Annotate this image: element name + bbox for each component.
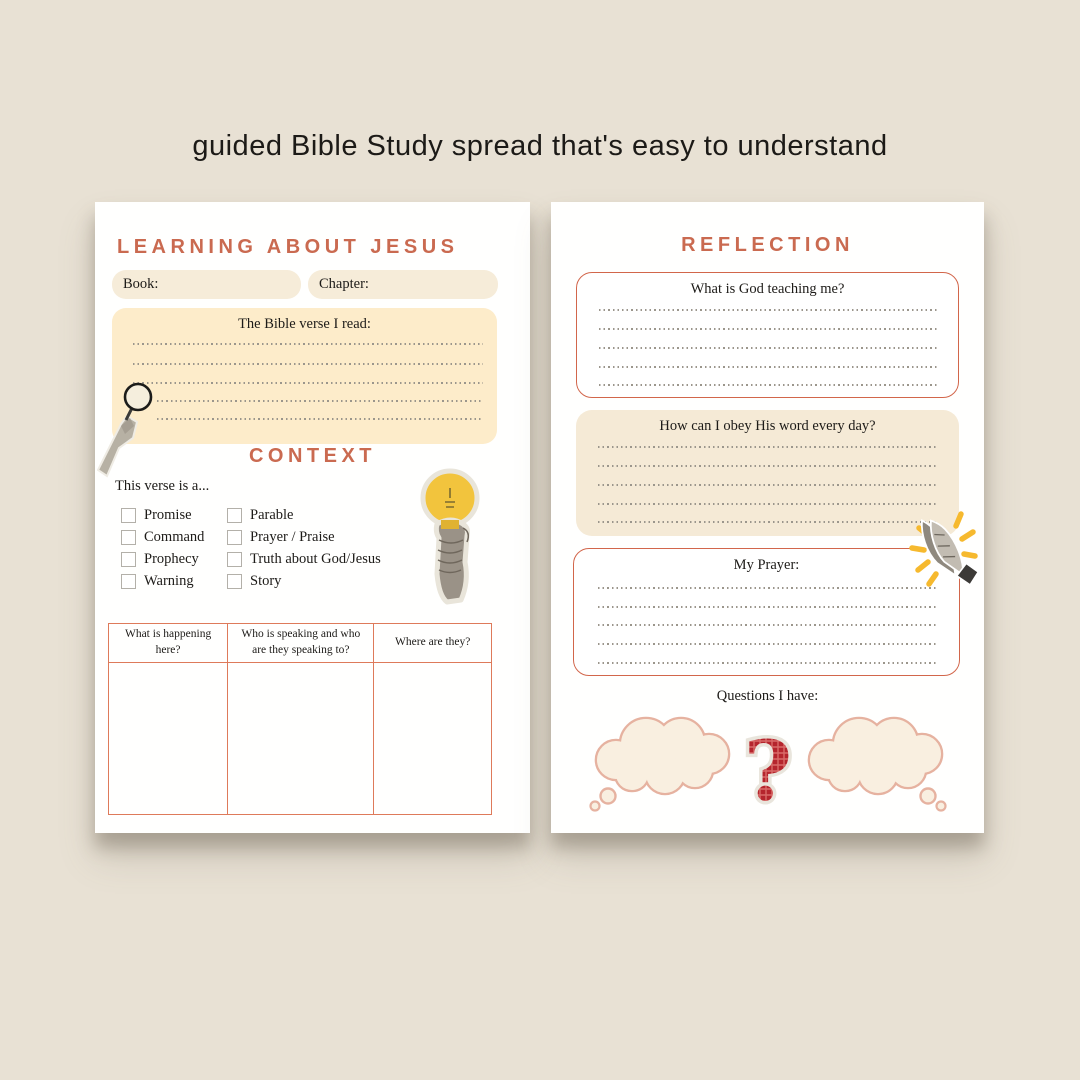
writing-line <box>598 446 936 448</box>
teaching-box-title: What is God teaching me? <box>690 281 845 297</box>
obey-box[interactable] <box>576 410 959 536</box>
praying-hands-icon <box>909 502 979 597</box>
checkbox-warning[interactable] <box>121 573 194 590</box>
table-cell-where[interactable] <box>374 663 491 814</box>
writing-line <box>598 606 936 608</box>
checkbox-label: Parable <box>250 507 294 523</box>
prayer-box[interactable] <box>573 548 960 676</box>
prayer-box-title: My Prayer: <box>733 557 800 573</box>
writing-line <box>599 366 937 368</box>
left-page-heading: LEARNING ABOUT JESUS <box>117 236 459 258</box>
checkbox-promise[interactable] <box>121 507 192 524</box>
checkbox-icon[interactable] <box>121 530 136 545</box>
verse-type-prompt: This verse is a... <box>115 478 210 494</box>
writing-line <box>598 521 936 523</box>
right-page <box>551 202 984 833</box>
checkbox-icon[interactable] <box>227 574 242 589</box>
table-cell-what[interactable] <box>109 663 228 814</box>
writing-line <box>598 465 936 467</box>
chapter-label: Chapter: <box>319 276 369 292</box>
bible-verse-box[interactable] <box>112 308 497 444</box>
context-table <box>108 623 492 815</box>
checkbox-label: Prophecy <box>144 551 199 567</box>
checkbox-label: Warning <box>144 573 194 589</box>
writing-line <box>599 384 937 386</box>
verse-box-title: The Bible verse I read: <box>238 316 371 332</box>
writing-line <box>599 309 937 311</box>
checkbox-prophecy[interactable] <box>121 551 199 568</box>
checkbox-parable[interactable] <box>227 507 293 524</box>
page-title: guided Bible Study spread that's easy to understand <box>192 130 888 162</box>
checkbox-label: Story <box>250 573 282 589</box>
writing-line <box>598 643 936 645</box>
writing-line <box>598 624 936 626</box>
table-header-where: Where are they? <box>395 636 471 649</box>
checkbox-icon[interactable] <box>121 552 136 567</box>
obey-box-title: How can I obey His word every day? <box>659 418 876 434</box>
checkbox-truth[interactable] <box>227 551 381 568</box>
lightbulb-hand-icon <box>407 462 492 607</box>
question-mark-icon: ? <box>743 724 793 820</box>
checkbox-icon[interactable] <box>227 508 242 523</box>
checkbox-prayer-praise[interactable] <box>227 529 335 546</box>
checkbox-label: Promise <box>144 507 192 523</box>
writing-line <box>157 418 483 420</box>
writing-line <box>133 343 483 345</box>
questions-label: Questions I have: <box>716 688 819 704</box>
writing-line <box>133 382 483 384</box>
writing-line <box>598 503 936 505</box>
left-page <box>95 202 530 833</box>
checkbox-icon[interactable] <box>227 530 242 545</box>
checkbox-icon[interactable] <box>121 574 136 589</box>
writing-line <box>598 662 936 664</box>
checkbox-icon[interactable] <box>227 552 242 567</box>
context-table-body-row <box>109 663 491 814</box>
writing-line <box>599 347 937 349</box>
table-cell-who[interactable] <box>228 663 374 814</box>
table-header-what: What is happening here? <box>109 624 228 662</box>
book-label: Book: <box>123 276 159 292</box>
context-table-header-row <box>109 624 491 663</box>
context-heading: CONTEXT <box>248 445 377 467</box>
table-header-who: Who is speaking and who are they speaking to? <box>228 624 374 662</box>
teaching-box[interactable] <box>576 272 959 398</box>
checkbox-label: Truth about God/Jesus <box>250 551 381 567</box>
writing-line <box>599 328 937 330</box>
writing-line <box>598 484 936 486</box>
checkbox-label: Command <box>144 529 205 545</box>
writing-line <box>133 363 483 365</box>
writing-line <box>157 400 483 402</box>
book-field[interactable] <box>112 270 301 299</box>
chapter-field[interactable] <box>308 270 498 299</box>
writing-line <box>598 587 936 589</box>
thought-bubbles-icon <box>571 702 964 822</box>
checkbox-command[interactable] <box>121 529 204 546</box>
checkbox-label: Prayer / Praise <box>250 529 335 545</box>
reflection-heading: REFLECTION <box>681 234 854 256</box>
checkbox-icon[interactable] <box>121 508 136 523</box>
checkbox-story[interactable] <box>227 573 281 590</box>
